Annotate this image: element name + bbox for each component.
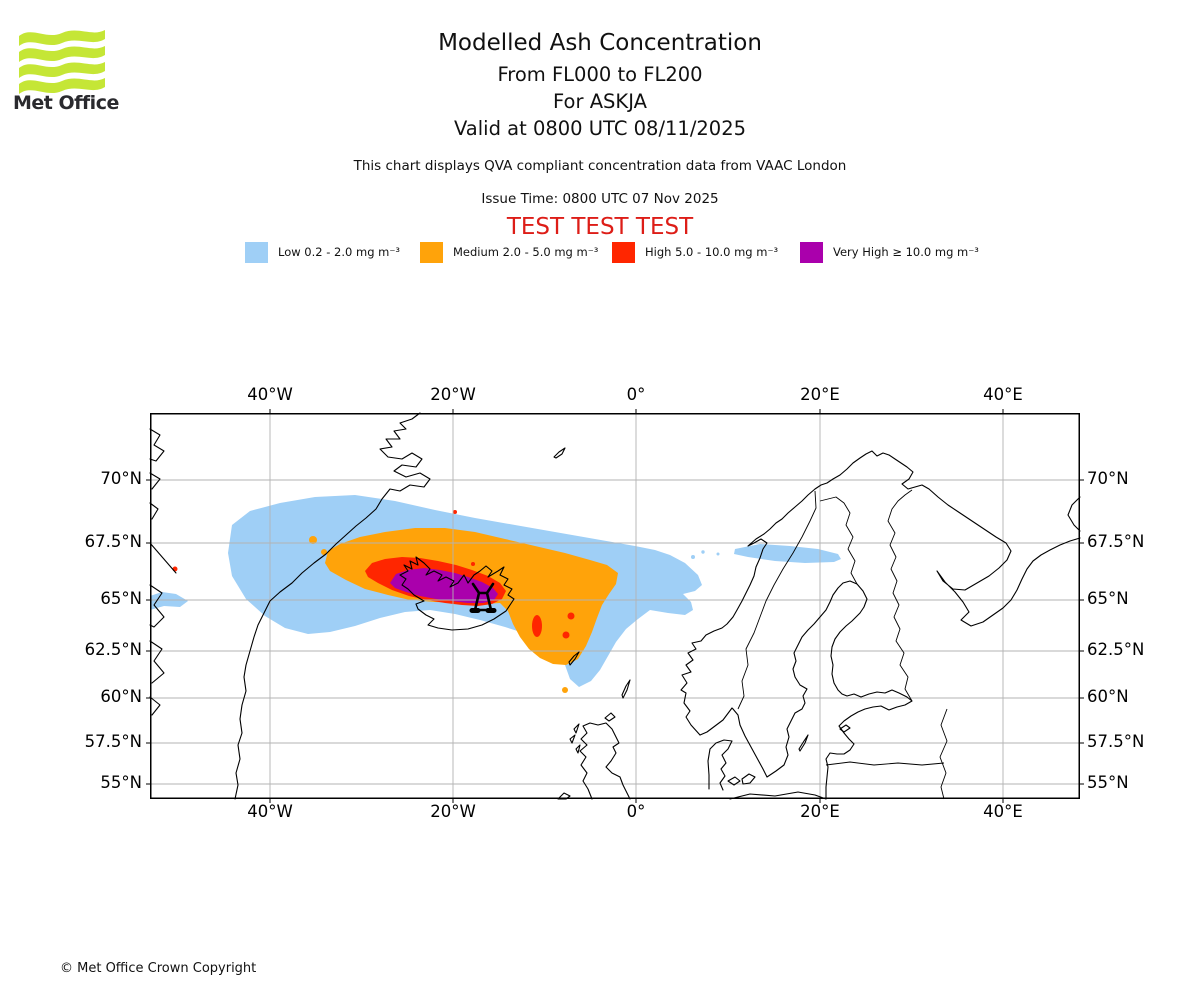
lat-label-left: 62.5°N [84, 640, 142, 659]
lon-label-top: 40°W [247, 385, 293, 404]
legend-label-medium: Medium 2.0 - 5.0 mg m⁻³ [453, 245, 599, 259]
lon-label-top: 0° [626, 385, 646, 404]
legend-item-high [612, 240, 778, 264]
lon-label-bottom: 40°E [983, 802, 1023, 821]
legend-swatch-high [612, 242, 635, 263]
lat-label-left: 60°N [100, 687, 142, 706]
lat-label-left: 55°N [100, 773, 142, 792]
qva-compliance-note: This chart displays QVA compliant concentration data from VAAC London [353, 158, 847, 174]
lat-label-right: 57.5°N [1087, 732, 1145, 751]
lat-label-right: 65°N [1087, 589, 1129, 608]
copyright: © Met Office Crown Copyright [60, 961, 257, 976]
lon-label-bottom: 40°W [247, 802, 293, 821]
lat-label-right: 62.5°N [1087, 640, 1145, 659]
map-area [150, 413, 1080, 799]
lat-label-right: 67.5°N [1087, 532, 1145, 551]
subtitle-volcano: For ASKJA [553, 90, 647, 113]
legend-label-low: Low 0.2 - 2.0 mg m⁻³ [278, 245, 401, 259]
legend-label-very-high: Very High ≥ 10.0 mg m⁻³ [833, 245, 979, 259]
lat-label-left: 65°N [100, 589, 142, 608]
legend-swatch-very-high [800, 242, 823, 263]
test-banner: TEST TEST TEST [506, 214, 694, 240]
subtitle-flight-levels: From FL000 to FL200 [497, 63, 703, 86]
legend-swatch-low [245, 242, 268, 263]
legend-item-low [245, 240, 400, 264]
met-office-logo-text: Met Office [13, 92, 119, 114]
country-borders [738, 490, 947, 799]
lon-label-top: 20°W [430, 385, 476, 404]
legend-label-high: High 5.0 - 10.0 mg m⁻³ [645, 245, 779, 259]
lon-label-bottom: 20°E [800, 802, 840, 821]
legend-item-medium [420, 240, 598, 264]
lat-label-right: 70°N [1087, 469, 1129, 488]
lon-label-top: 20°E [800, 385, 840, 404]
lon-label-bottom: 0° [626, 802, 646, 821]
lat-label-left: 67.5°N [84, 532, 142, 551]
lat-label-right: 55°N [1087, 773, 1129, 792]
issue-time: Issue Time: 0800 UTC 07 Nov 2025 [481, 191, 719, 207]
subtitle-valid-time: Valid at 0800 UTC 08/11/2025 [453, 117, 747, 140]
lon-label-bottom: 20°W [430, 802, 476, 821]
legend-item-very-high [800, 240, 979, 264]
lat-label-left: 57.5°N [84, 732, 142, 751]
legend-swatch-medium [420, 242, 443, 263]
lat-label-right: 60°N [1087, 687, 1129, 706]
ash-concentration-map [150, 413, 1080, 799]
lat-label-left: 70°N [100, 469, 142, 488]
page-title: Modelled Ash Concentration [438, 30, 762, 56]
lon-label-top: 40°E [983, 385, 1023, 404]
